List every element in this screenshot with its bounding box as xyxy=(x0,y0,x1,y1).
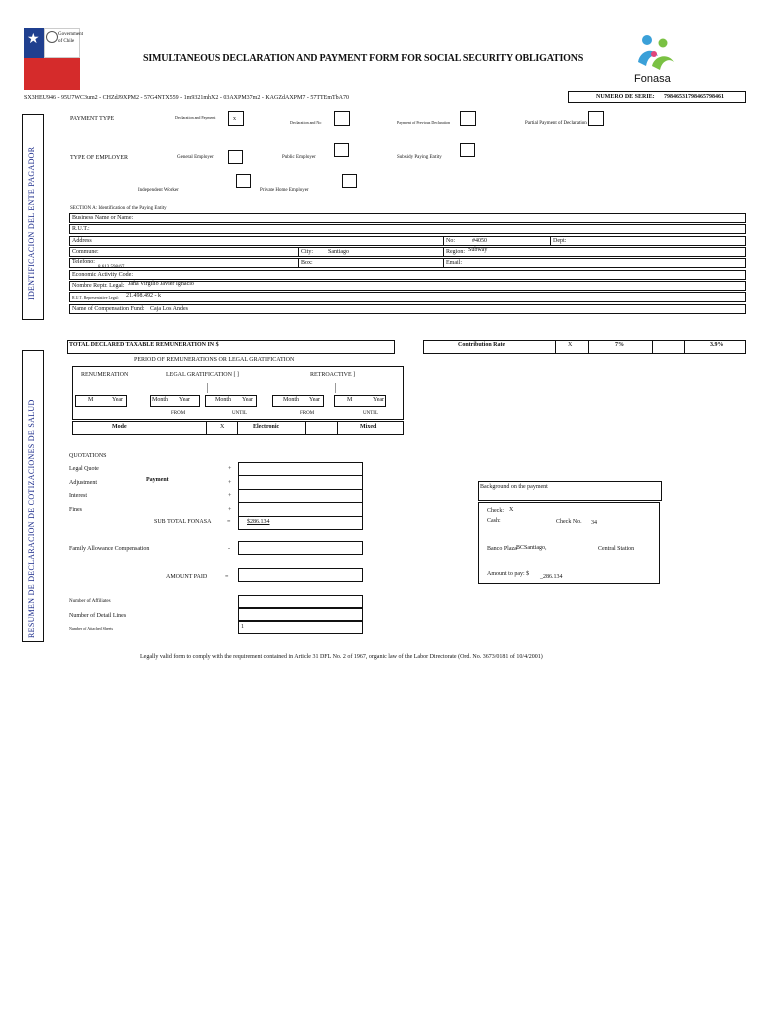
comp-fund-row[interactable] xyxy=(69,304,746,314)
legal-from-year: Year xyxy=(179,397,191,403)
legal-quote-plus: + xyxy=(228,466,232,472)
background-title: Background on the payment xyxy=(480,484,548,490)
fines-plus: + xyxy=(228,507,232,513)
section-a-title: SECTION A: Identification of the Paying Entity xyxy=(70,206,167,211)
retro-from-year: Year xyxy=(309,397,321,403)
coat-of-arms-icon xyxy=(46,31,58,43)
legal-note: Legally valid form to comply with the requirement contained in Article 31 DFL No. 2 of 1967, organic law of the Labor Directorate (Ord. No. 3673/0181 of 10/4/2001) xyxy=(140,654,543,660)
legal-quote-label: Legal Quote xyxy=(69,466,99,472)
quotations-title: QUOTATIONS xyxy=(69,453,107,459)
code-line: SX3HEU946 - 95U7WC3um2 - CHZdJ9XPM2 - 57G4NTX559 - 1m9321mhX2 - 03AXPM37m2 - KAGZdAXPM7 - 57TTEmTbA70 xyxy=(24,95,349,101)
fonasa-people-icon xyxy=(630,32,680,74)
attached-sheets-field[interactable] xyxy=(238,621,363,634)
comp-fund-label: Name of Compensation Fund: xyxy=(72,306,145,312)
address-no-value: #4050 xyxy=(472,238,487,244)
page-title: SIMULTANEOUS DECLARATION AND PAYMENT FORM FOR SOCIAL SECURITY OBLIGATIONS xyxy=(143,53,584,64)
period-title: PERIOD OF REMUNERATIONS OR LEGAL GRATIFICATION xyxy=(134,357,295,363)
family-allowance-field[interactable] xyxy=(238,541,363,555)
legal-grat-label: LEGAL GRATIFICATION [ ] xyxy=(166,372,239,378)
chile-star-icon: ★ xyxy=(27,32,40,47)
legal-from-month: Month xyxy=(152,397,169,403)
telephone-row[interactable] xyxy=(69,258,746,268)
email-label: Email: xyxy=(446,260,462,266)
rut-row[interactable] xyxy=(69,224,746,234)
comp-fund-value: Caja Los Andes xyxy=(150,306,188,312)
detail-lines-label: Number of Detail Lines xyxy=(69,613,127,619)
check-mark: X xyxy=(509,507,514,513)
sidebar-bottom-label: RESUMEN DE DECLARACION DE COTIZACIONES DE SALUD xyxy=(27,399,36,638)
address-label: Address xyxy=(72,238,92,244)
payment-type-opt1-label: Declaration and Payment xyxy=(175,115,216,120)
mode-x-mark: X xyxy=(220,424,225,430)
employer-opt3-checkbox[interactable] xyxy=(460,143,475,157)
renum-from-month: M xyxy=(88,397,94,403)
family-allowance-minus: - xyxy=(228,546,230,552)
payment-type-opt4-checkbox[interactable] xyxy=(588,111,604,126)
subtotal-value: $286.134 xyxy=(247,519,270,525)
amount-paid-label: AMOUNT PAID xyxy=(166,574,208,580)
payment-type-opt2-label: Declaration and No xyxy=(290,120,322,125)
retro-until-caption: UNTIL xyxy=(363,411,378,416)
serial-label: NUMERO DE SERIE: xyxy=(596,94,655,100)
business-name-label: Business Name or Name: xyxy=(72,215,134,221)
contribution-rate-x: X xyxy=(568,342,573,348)
family-allowance-label: Family Allowance Compensation xyxy=(69,546,150,552)
employer-opt5-checkbox[interactable] xyxy=(342,174,357,188)
legal-until-month: Month xyxy=(215,397,232,403)
fines-label: Fines xyxy=(69,507,83,513)
logo-text-line2: of Chile xyxy=(58,39,75,44)
contribution-rate-39: 3.9% xyxy=(710,342,724,348)
check-label: Check: xyxy=(487,508,504,514)
attached-sheets-value: 1 xyxy=(241,624,244,630)
affiliates-label: Number of Affiliates xyxy=(69,599,111,604)
detail-lines-field[interactable] xyxy=(238,608,363,621)
payment-type-opt3-label: Payment of Previous Declaration xyxy=(397,120,450,125)
sidebar-top-label: IDENTIFICACION DEL ENTE PAGADOR xyxy=(27,146,36,300)
employer-opt2-checkbox[interactable] xyxy=(334,143,349,157)
address-row[interactable] xyxy=(69,236,746,246)
fonasa-text: Fonasa xyxy=(634,73,671,85)
amount-paid-eq: = xyxy=(225,574,229,580)
employer-opt3-label: Subsidy Paying Entity xyxy=(397,155,442,160)
payment-type-opt1-checkbox[interactable] xyxy=(228,111,244,126)
amount-to-pay-value: _286.134 xyxy=(540,574,563,580)
business-name-row[interactable] xyxy=(69,213,746,223)
payment-label: Payment xyxy=(146,477,169,483)
commune-label: Commune: xyxy=(72,249,99,255)
mode-label: Mode xyxy=(112,424,127,430)
employer-opt1-checkbox[interactable] xyxy=(228,150,243,164)
payment-type-opt3-checkbox[interactable] xyxy=(460,111,476,126)
employer-opt5-label: Private Home Employer xyxy=(260,188,309,193)
employer-opt2-label: Public Employer xyxy=(282,155,316,160)
contribution-rate-label: Contribution Rate xyxy=(458,342,506,348)
cash-label: Cash: xyxy=(487,518,501,524)
rep-name-label: Nombre Reptr. Legal: xyxy=(72,283,125,289)
box-label: Box: xyxy=(301,260,313,266)
check-no-value: 34 xyxy=(591,520,597,526)
payment-type-label: PAYMENT TYPE xyxy=(70,116,115,122)
address-dept-label: Dept: xyxy=(553,238,567,244)
subtotal-label: SUB TOTAL FONASA xyxy=(154,519,212,525)
telephone-value: 8.613.598/67 xyxy=(98,265,125,270)
retro-from-caption: FROM xyxy=(300,411,315,416)
employer-opt4-label: Independent Worker xyxy=(138,188,179,193)
payment-type-opt2-checkbox[interactable] xyxy=(334,111,350,126)
city-value: Santiago xyxy=(328,249,349,255)
retro-until-month: M xyxy=(347,397,353,403)
city-label: City: xyxy=(301,249,314,255)
mode-electronic[interactable]: Electronic xyxy=(253,424,280,430)
payment-type-opt1-mark: x xyxy=(233,116,236,122)
attached-sheets-label: Number of Attached Sheets xyxy=(69,626,114,631)
commune-row[interactable] xyxy=(69,247,746,257)
adjustment-label: Adjustment xyxy=(69,480,97,486)
renum-from-year: Year xyxy=(112,397,124,403)
fonasa-logo xyxy=(630,32,680,88)
payment-type-opt4-label: Partial Payment of Declaration xyxy=(525,121,587,126)
amount-to-pay-label: Amount to pay: $ xyxy=(487,571,530,577)
subtotal-eq: = xyxy=(227,519,231,525)
region-value: Subway xyxy=(468,247,488,253)
employer-type-label: TYPE OF EMPLOYER xyxy=(70,155,129,161)
legal-until-year: Year xyxy=(242,397,254,403)
bank-label: Banco Plaza xyxy=(487,546,517,552)
telephone-label: Telefono: xyxy=(72,259,95,265)
rep-rut-value: 21.498.492 - k xyxy=(126,293,161,299)
adjustment-plus: + xyxy=(228,480,232,486)
government-logo xyxy=(24,28,83,90)
logo-text-line1: Government xyxy=(58,32,83,37)
mode-mixed[interactable]: Mixed xyxy=(360,424,377,430)
contribution-rate-7: 7% xyxy=(615,342,624,348)
check-no-label: Check No. xyxy=(556,519,582,525)
address-no-label: No: xyxy=(446,238,455,244)
retro-from-month: Month xyxy=(283,397,300,403)
interest-label: Interest xyxy=(69,493,87,499)
rut-label: R.U.T.: xyxy=(72,226,90,232)
rep-rut-label: R.U.T. Representative Legal: xyxy=(72,295,119,300)
affiliates-field[interactable] xyxy=(238,595,363,608)
rep-name-row[interactable] xyxy=(69,281,746,291)
employer-opt1-label: General Employer xyxy=(177,155,214,160)
legal-from-caption: FROM xyxy=(171,411,186,416)
renumeration-label: RENUMERATION xyxy=(81,372,129,378)
central-station-label: Central Station xyxy=(598,546,635,552)
total-remuneration-label: TOTAL DECLARED TAXABLE REMUNERATION IN $ xyxy=(69,342,219,348)
bank-city: BCSantiago, xyxy=(516,545,547,551)
amount-paid-field[interactable] xyxy=(238,568,363,582)
retroactive-label: RETROACTIVE ] xyxy=(310,372,356,378)
retro-until-year: Year xyxy=(373,397,385,403)
rep-rut-row[interactable] xyxy=(69,292,746,302)
interest-plus: + xyxy=(228,493,232,499)
legal-until-caption: UNTIL xyxy=(232,411,247,416)
activity-code-label: Economic Activity Code: xyxy=(72,272,133,278)
rep-name-value: Jaña Virgilio Javier Ignacio xyxy=(128,281,194,287)
employer-opt4-checkbox[interactable] xyxy=(236,174,251,188)
serial-value: 79846531798465798461 xyxy=(664,94,724,100)
region-label: Region: xyxy=(446,249,465,255)
activity-code-row[interactable] xyxy=(69,270,746,280)
